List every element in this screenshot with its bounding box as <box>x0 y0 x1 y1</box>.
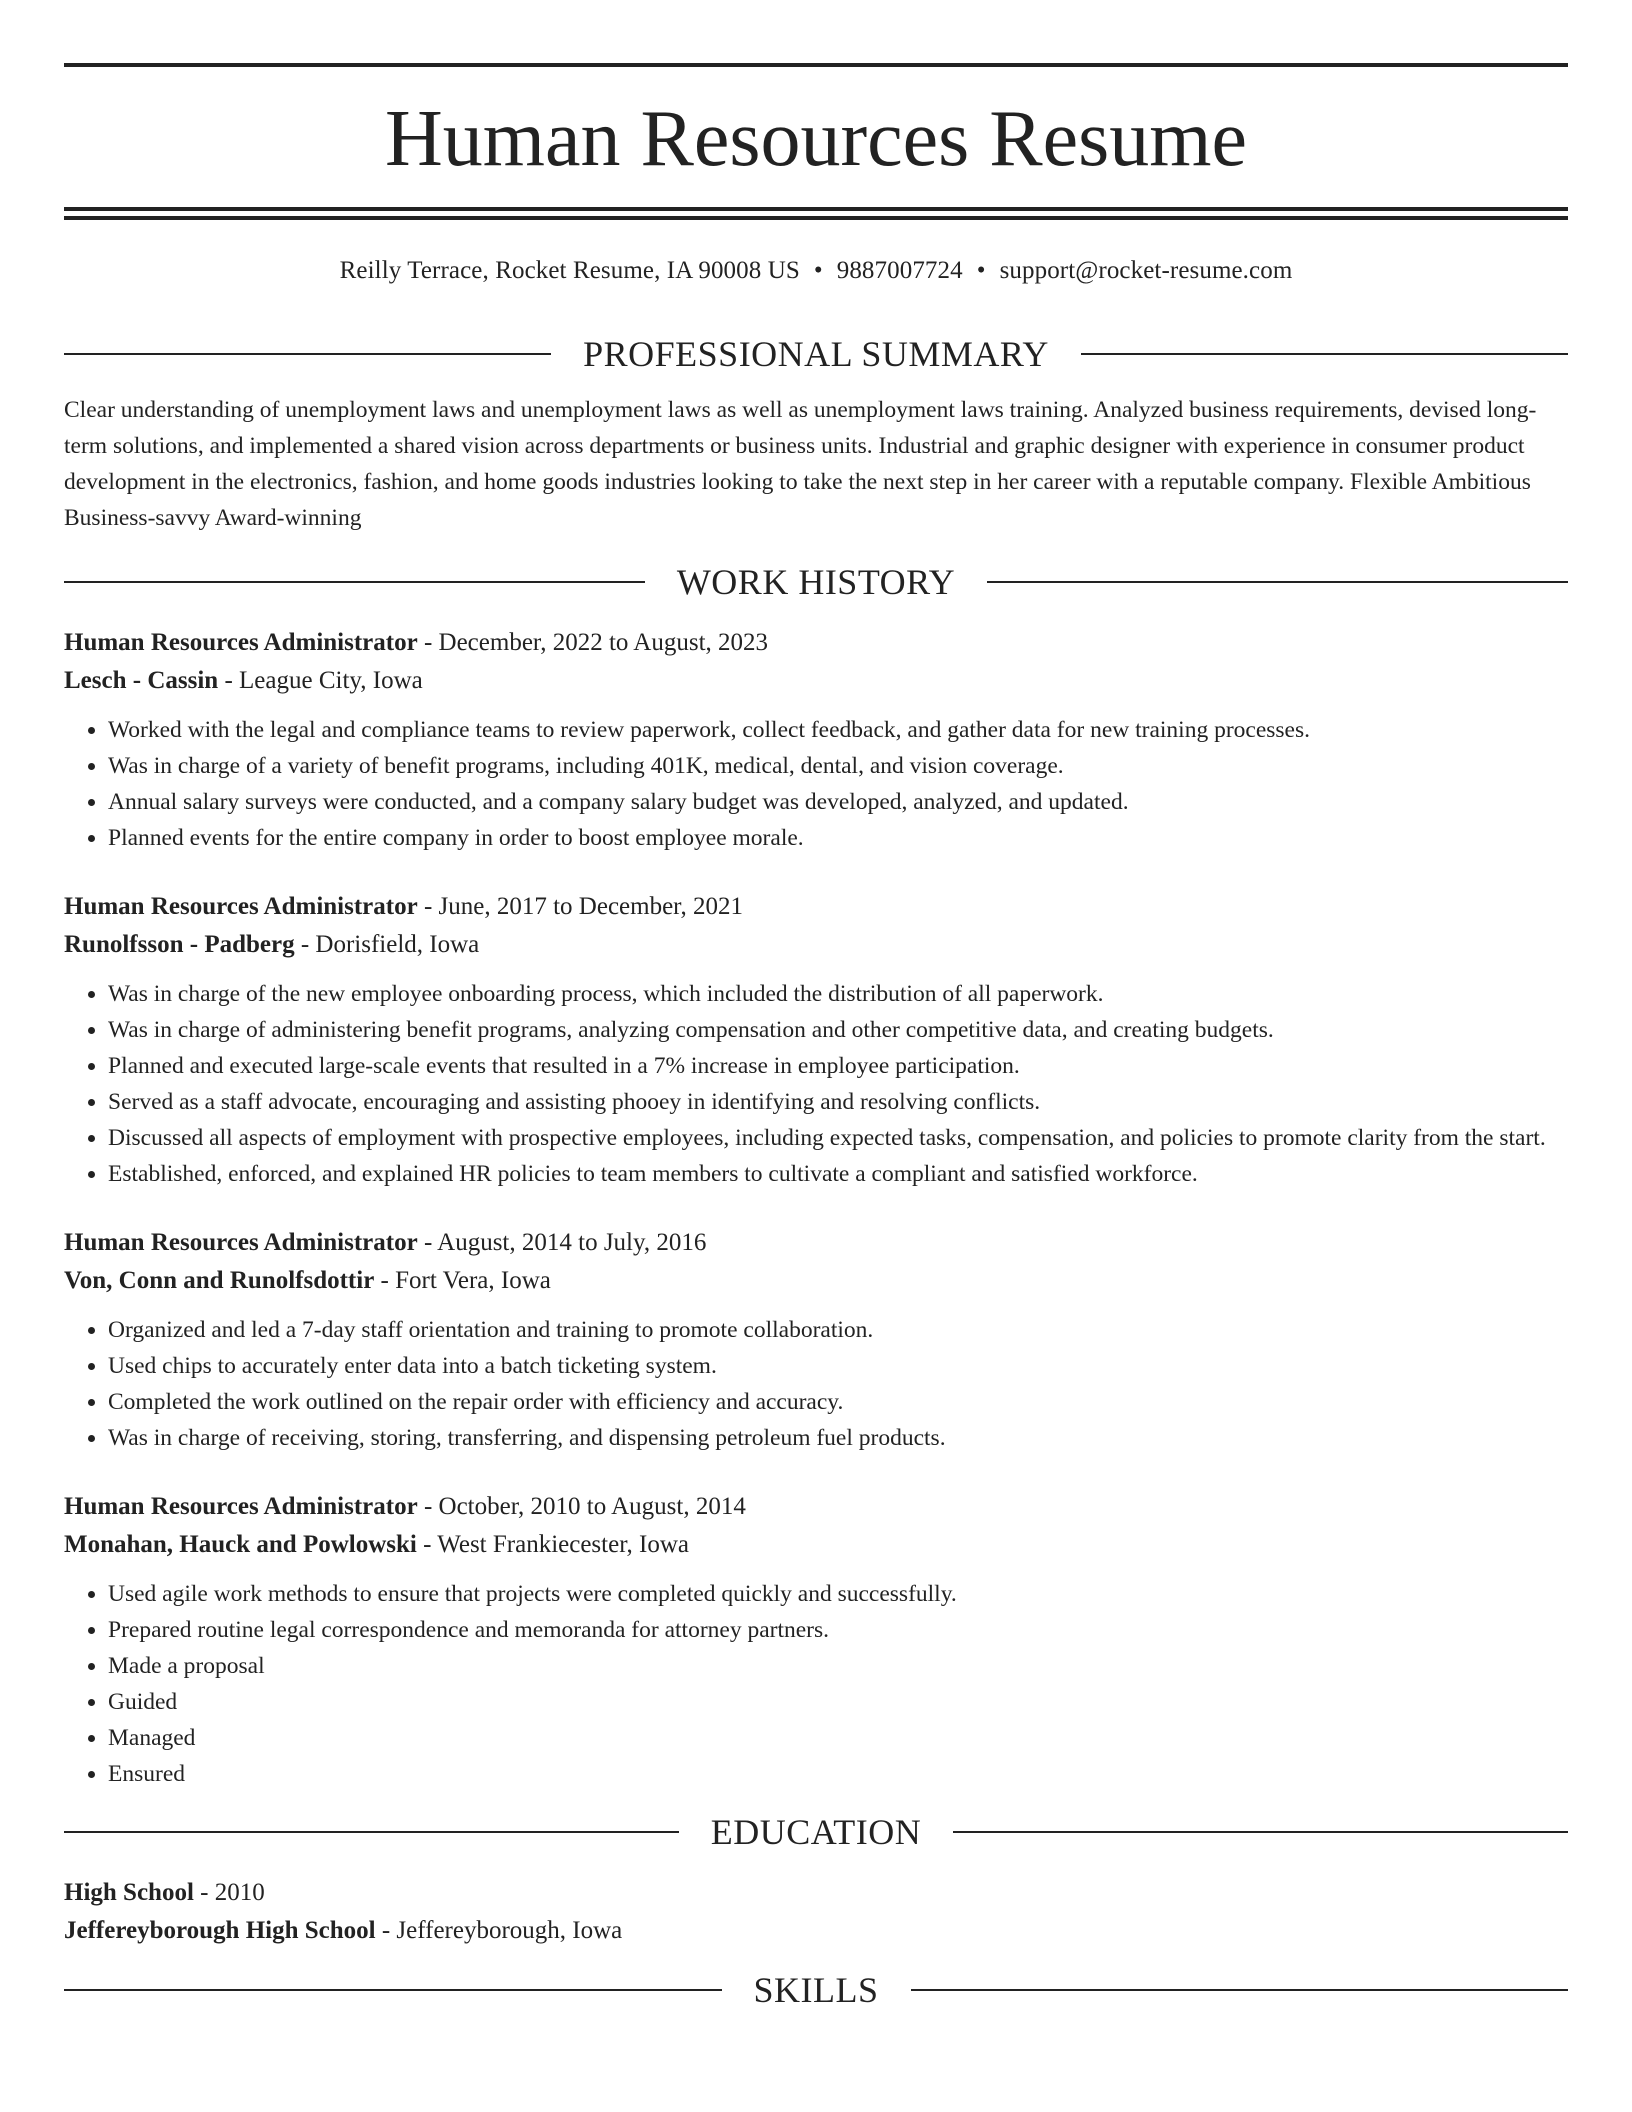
job-bullet: • Was in charge of receiving, storing, transferring, and dispensing petroleum fuel products. <box>108 1420 1568 1456</box>
job-bullet: • Organized and led a 7-day staff orientation and training to promote collaboration. <box>108 1312 1568 1348</box>
education-school-line <box>64 1912 1568 1950</box>
job-entry <box>64 1488 1568 1792</box>
section-rule-left <box>64 353 551 355</box>
education-degree-line <box>64 1874 1568 1912</box>
job-bullet: • Completed the work outlined on the repair order with efficiency and accuracy. <box>108 1384 1568 1420</box>
job-dates: - October, 2010 to August, 2014 <box>417 1493 746 1520</box>
section-title-work: WORK HISTORY <box>676 562 956 602</box>
resume-title: Human Resources Resume <box>384 95 1248 183</box>
job-bullet: • Was in charge of a variety of benefit programs, including 401K, medical, dental, and vision coverage. <box>108 748 1568 784</box>
job-title-line <box>64 1488 1568 1526</box>
job-bullets <box>64 976 1568 1192</box>
job-bullet: • Guided <box>108 1684 1568 1720</box>
section-header-skills <box>64 1972 1568 2008</box>
job-company: Runolfsson - Padberg <box>64 931 295 958</box>
job-title-line <box>64 888 1568 926</box>
section-rule-left <box>64 581 645 583</box>
contact-phone: 9887007724 <box>836 257 963 284</box>
job-company-line <box>64 1526 1568 1564</box>
section-title-summary: PROFESSIONAL SUMMARY <box>583 334 1049 374</box>
job-location: - Dorisfield, Iowa <box>294 931 480 958</box>
section-rule-right <box>911 1989 1569 1991</box>
job-title-line <box>64 1224 1568 1262</box>
job-company-line <box>64 1262 1568 1300</box>
job-bullets <box>64 1576 1568 1792</box>
job-bullet: • Prepared routine legal correspondence and memoranda for attorney partners. <box>108 1612 1568 1648</box>
job-bullet: • Planned events for the entire company in order to boost employee morale. <box>108 820 1568 856</box>
job-bullet: • Ensured <box>108 1756 1568 1792</box>
job-title: Human Resources Administrator <box>64 1229 418 1256</box>
section-header-work <box>64 564 1568 600</box>
section-rule-left <box>64 1989 722 1991</box>
job-bullet: • Was in charge of administering benefit programs, analyzing compensation and other competitive data, and creating budgets. <box>108 1012 1568 1048</box>
job-company-line <box>64 662 1568 700</box>
job-entry <box>64 1224 1568 1456</box>
section-header-education <box>64 1814 1568 1850</box>
job-company-line <box>64 926 1568 964</box>
job-location: - Fort Vera, Iowa <box>374 1267 551 1294</box>
job-bullet: • Made a proposal <box>108 1648 1568 1684</box>
job-dates: - December, 2022 to August, 2023 <box>417 629 769 656</box>
contact-email: support@rocket-resume.com <box>999 257 1293 284</box>
job-title: Human Resources Administrator <box>64 1493 418 1520</box>
education-school: Jeffereyborough High School <box>64 1917 376 1944</box>
double-rule <box>64 207 1568 220</box>
contact-line <box>64 256 1568 286</box>
contact-separator: • <box>813 257 823 284</box>
job-company: Monahan, Hauck and Powlowski <box>64 1531 417 1558</box>
education-year: - 2010 <box>193 1879 265 1906</box>
education-entry <box>64 1874 1568 1950</box>
section-title-skills: SKILLS <box>753 1970 879 2010</box>
job-bullet: • Used chips to accurately enter data into a batch ticketing system. <box>108 1348 1568 1384</box>
double-rule-line-1 <box>64 207 1568 211</box>
job-dates: - August, 2014 to July, 2016 <box>417 1229 707 1256</box>
job-company: Von, Conn and Runolfsdottir <box>64 1267 375 1294</box>
job-bullet: • Established, enforced, and explained HR policies to team members to cultivate a compliant and satisfied workforce. <box>108 1156 1568 1192</box>
section-rule-right <box>987 581 1568 583</box>
job-bullet: • Was in charge of the new employee onboarding process, which included the distribution of all paperwork. <box>108 976 1568 1012</box>
job-entry <box>64 624 1568 856</box>
section-rule-right <box>953 1831 1568 1833</box>
education-degree: High School <box>64 1879 194 1906</box>
section-title-education: EDUCATION <box>710 1812 922 1852</box>
section-rule-right <box>1081 353 1568 355</box>
contact-address: Reilly Terrace, Rocket Resume, IA 90008 US <box>339 257 800 284</box>
job-company: Lesch - Cassin <box>64 667 219 694</box>
job-dates: - June, 2017 to December, 2021 <box>417 893 744 920</box>
resume-content <box>64 0 1568 2008</box>
contact-separator: • <box>976 257 986 284</box>
job-location: - League City, Iowa <box>218 667 423 694</box>
summary-text: Clear understanding of unemployment laws and unemployment laws as well as unemployment laws training. Analyzed business requirements, devised long-term solutions, and implemented a shared vision across departments or business units. Industrial and graphic designer with experience in consumer product development in the electronics, fashion, and home goods industries looking to take the next step in her career with a reputable company. Flexible Ambitious Business-savvy Award-winning <box>64 397 1537 531</box>
job-bullets <box>64 1312 1568 1456</box>
job-bullet: • Used agile work methods to ensure that projects were completed quickly and successfully. <box>108 1576 1568 1612</box>
job-bullet: • Discussed all aspects of employment with prospective employees, including expected tasks, compensation, and policies to promote clarity from the start. <box>108 1120 1568 1156</box>
section-rule-left <box>64 1831 679 1833</box>
job-title: Human Resources Administrator <box>64 893 418 920</box>
job-entry <box>64 888 1568 1192</box>
double-rule-line-2 <box>64 216 1568 220</box>
job-title: Human Resources Administrator <box>64 629 418 656</box>
job-bullet: • Managed <box>108 1720 1568 1756</box>
job-bullet: • Annual salary surveys were conducted, and a company salary budget was developed, analyzed, and updated. <box>108 784 1568 820</box>
section-header-summary <box>64 336 1568 372</box>
job-bullet: • Worked with the legal and compliance teams to review paperwork, collect feedback, and gather data for new training processes. <box>108 712 1568 748</box>
job-title-line <box>64 624 1568 662</box>
education-location: - Jeffereyborough, Iowa <box>375 1917 623 1944</box>
job-bullet: • Planned and executed large-scale events that resulted in a 7% increase in employee participation. <box>108 1048 1568 1084</box>
job-location: - West Frankiecester, Iowa <box>416 1531 689 1558</box>
job-bullets <box>64 712 1568 856</box>
job-bullet: • Served as a staff advocate, encouraging and assisting phooey in identifying and resolving conflicts. <box>108 1084 1568 1120</box>
